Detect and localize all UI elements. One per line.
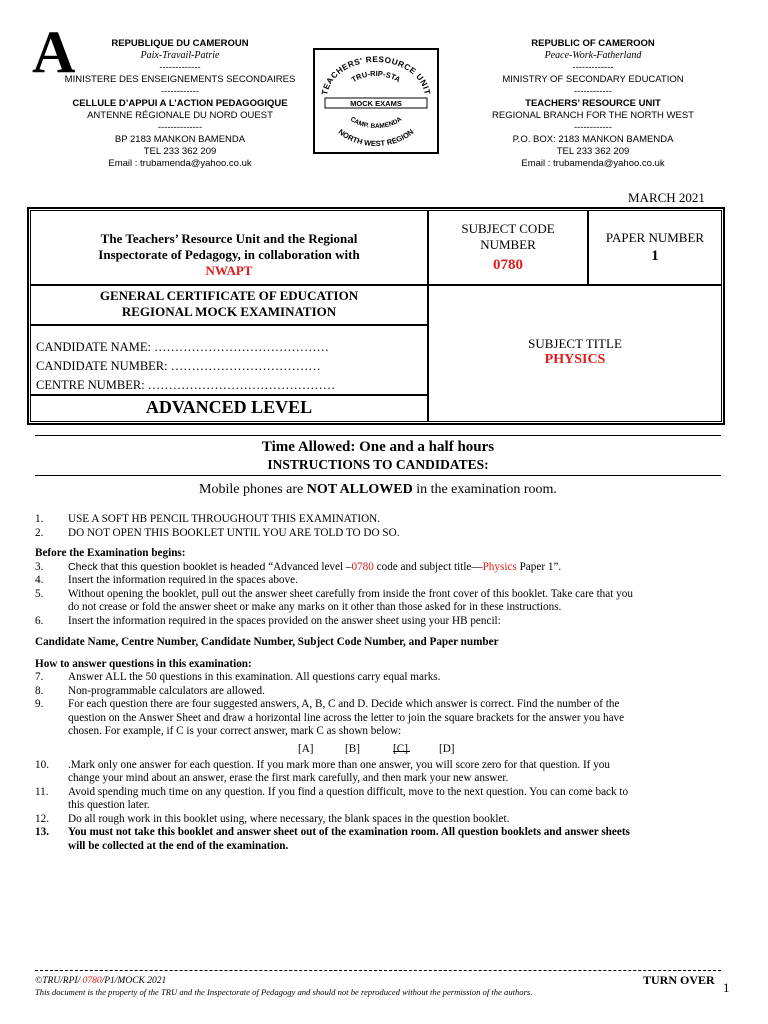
option-d: [D] [439, 742, 455, 755]
instruction-text: DO NOT OPEN THIS BOOKLET UNTIL YOU ARE TOLD TO DO SO. [68, 526, 400, 539]
header-en-address: P.O. BOX: 2183 MANKON BAMENDA [512, 134, 674, 145]
svg-text:TRU-RIP-STA [350, 69, 403, 85]
instruction-4 [35, 574, 725, 588]
centre-number-field[interactable]: CENTRE NUMBER: ……………………………………… [36, 378, 336, 392]
instruction-list [35, 513, 725, 853]
org-cell [30, 210, 428, 285]
candidate-info-cell [30, 325, 428, 395]
footer-notice: This document is the property of the TRU and the Inspectorate of Pedagogy and should not be reproduced without the permission of the authors. [35, 987, 533, 997]
option-c-marked: [C] [393, 742, 408, 755]
instruction-1 [35, 513, 725, 527]
header-fr-tel: TEL 233 362 209 [143, 146, 217, 157]
header-fr-unit: CELLULE D’APPUI A L’ACTION PEDAGOGIQUE [72, 98, 288, 109]
instruction-6 [35, 615, 725, 629]
instruction-num: 1. [35, 513, 44, 525]
header-fr-ministry: MINISTERE DES ENSEIGNEMENTS SECONDAIRES [64, 74, 296, 85]
header-fr-branch: ANTENNE RÉGIONALE DU NORD OUEST [87, 110, 273, 121]
subject-code-cell [428, 210, 588, 285]
instruction-text: Avoid spending much time on any question. If you find a question difficult, move to the next question. You can come back to [68, 785, 629, 798]
candidate-number-field[interactable]: CANDIDATE NUMBER: ……………………………… [36, 359, 321, 373]
instruction-num: 11. [35, 785, 49, 798]
instruction-num: 10. [35, 758, 49, 771]
instruction-text: chosen. For example, if C is your correct answer, mark C as shown below: [68, 725, 402, 737]
divider-mid [35, 475, 721, 476]
instruction-num: 8. [35, 684, 44, 697]
subject-code-label-1: SUBJECT CODE [461, 221, 555, 236]
header-fr-sep1: ------------- [159, 62, 201, 73]
instruction-text: do not crease or fold the answer sheet or make any marks on it other than those asked for in these instructions. [68, 601, 562, 613]
answer-sheet-fields: Candidate Name, Centre Number, Candidate Number, Subject Code Number, and Paper number [35, 636, 499, 648]
instruction-text: Do all rough work in this booklet using, where necessary, the blank spaces in the question booklet. [68, 812, 510, 825]
footer-rule [35, 970, 721, 971]
instruction-13 [35, 826, 725, 853]
paper-number-cell [588, 210, 722, 285]
page-number: 1 [723, 980, 730, 995]
advanced-level: ADVANCED LEVEL [145, 397, 313, 417]
instruction-num: 2. [35, 526, 44, 539]
instruction-num: 13. [35, 826, 49, 838]
instruction-num: 7. [35, 671, 44, 683]
instruction-11 [35, 786, 725, 813]
stamp-arc-bottom-1: CAMP. BAMENDA [348, 115, 404, 131]
header-en-sep2: ------------ [574, 86, 612, 97]
footer-ref-code: 0780 [82, 976, 102, 986]
instruction-2 [35, 527, 725, 541]
stamp-arc-top: TEACHERS' RESOURCE UNIT [320, 54, 432, 96]
i3-a: Check that this question booklet is headed [68, 560, 269, 573]
turn-over: TURN OVER [643, 973, 715, 987]
option-b: [B] [345, 742, 360, 755]
header-fr-address: BP 2183 MANKON BAMENDA [114, 134, 246, 145]
footer-ref [35, 976, 166, 986]
header-french [45, 38, 315, 170]
instruction-text: will be collected at the end of the examination. [68, 839, 289, 852]
subject-title-value: PHYSICS [544, 352, 606, 367]
instruction-text: Insert the information required in the spaces above. [68, 574, 298, 586]
answer-example [35, 741, 725, 759]
subject-code-value: 0780 [493, 257, 523, 273]
footer-ref-a: ©TRU/RPI/ [35, 976, 83, 986]
instruction-10 [35, 759, 725, 786]
paper-number-label: PAPER NUMBER [605, 230, 705, 245]
svg-text:CAMP. BAMENDA [349, 116, 404, 130]
instruction-text: change your mind about an answer, erase the first mark carefully, and then mark your new answer. [68, 772, 509, 784]
instruction-text: Answer ALL the 50 questions in this examination. All questions carry equal marks. [68, 671, 441, 683]
stamp-inner: TRU-RIP-STA [349, 68, 403, 85]
phones-after: in the examination room. [412, 482, 557, 497]
time-allowed: Time Allowed: One and a half hours [261, 439, 495, 455]
org-line-2: Inspectorate of Pedagogy, in collaboration with [98, 247, 360, 262]
instruction-text: For each question there are four suggested answers, A, B, C and D. Decide which answer is correct. Find the number of the [68, 698, 620, 710]
instruction-text: You must not take this booklet and answer sheet out of the examination room. All question booklets and answer sheets [68, 826, 630, 838]
candidate-name-field[interactable]: CANDIDATE NAME: …………………………………… [36, 340, 330, 354]
tru-stamp [313, 48, 439, 154]
phones-notice [35, 482, 721, 498]
header-en-sep3: ------------ [574, 122, 612, 133]
header-en-motto: Peace-Work-Fatherland [544, 50, 642, 61]
instruction-num: 3. [35, 560, 44, 573]
header-en-email: Email : trubamenda@yahoo.co.uk [521, 158, 665, 169]
i3-d: Paper 1”. [516, 560, 562, 573]
instruction-text: Insert the information required in the spaces provided on the answer sheet using your HB pencil: [68, 614, 501, 627]
exam-date: MARCH 2021 [628, 190, 705, 205]
i3-b: “Advanced level – [268, 560, 352, 573]
instruction-text: Non-programmable calculators are allowed. [68, 684, 265, 697]
option-a: [A] [298, 742, 314, 755]
instruction-9 [35, 698, 725, 739]
instruction-8 [35, 685, 725, 699]
instruction-7 [35, 671, 725, 685]
phones-before: Mobile phones are [199, 482, 307, 497]
phones-bold: NOT ALLOWED [306, 482, 413, 497]
footer-ref-b: /P1/MOCK 2021 [101, 976, 167, 986]
header-en-tel: TEL 233 362 209 [556, 146, 630, 157]
header-en-ministry: MINISTRY OF SECONDARY EDUCATION [502, 74, 684, 85]
paper-number-value: 1 [651, 248, 659, 264]
how-heading: How to answer questions in this examination: [35, 657, 252, 670]
instruction-12 [35, 813, 725, 827]
header-en-unit: TEACHERS’ RESOURCE UNIT [525, 98, 661, 109]
i3-subject: Physics [482, 560, 517, 573]
exam-title-cell [30, 285, 428, 325]
instruction-num: 6. [35, 614, 44, 627]
instruction-text: .Mark only one answer for each question. If you mark more than one answer, you will score zero for that question. If you [68, 758, 610, 771]
header-fr-motto: Paix-Travail-Patrie [140, 50, 220, 61]
header-en-line1: REPUBLIC OF CAMEROON [531, 38, 655, 49]
stamp-graphic [315, 50, 437, 152]
instruction-num: 4. [35, 574, 44, 586]
instruction-text: USE A SOFT HB PENCIL THROUGHOUT THIS EXAMINATION. [68, 513, 381, 525]
header-en-branch: REGIONAL BRANCH FOR THE NORTH WEST [492, 110, 694, 121]
subject-title-cell [428, 285, 722, 422]
divider-top [35, 435, 721, 436]
stamp-arc-bottom-2: NORTH WEST REGION [336, 127, 416, 149]
instruction-text: this question later. [68, 799, 150, 811]
instruction-num: 5. [35, 587, 44, 600]
stamp-band: MOCK EXAMS [350, 99, 402, 108]
instruction-text: question on the Answer Sheet and draw a horizontal line across the letter to join the square brackets for the answer you have [68, 711, 625, 724]
instruction-5 [35, 588, 725, 615]
exam-title-line-1: GENERAL CERTIFICATE OF EDUCATION [99, 288, 359, 303]
subject-title-label: SUBJECT TITLE [528, 336, 622, 351]
org-line-1: The Teachers’ Resource Unit and the Regional [100, 231, 358, 246]
big-letter-a: A [32, 19, 76, 85]
instruction-3 [35, 561, 725, 575]
org-line-3: NWAPT [205, 263, 253, 278]
header-fr-sep2: ------------ [161, 86, 199, 97]
header-fr-email: Email : trubamenda@yahoo.co.uk [108, 158, 252, 169]
before-heading: Before the Examination begins: [35, 547, 186, 559]
subject-code-label-2: NUMBER [480, 237, 536, 252]
header-english [458, 38, 728, 170]
i3-c: code and subject title— [373, 560, 483, 573]
exam-title-line-2: REGIONAL MOCK EXAMINATION [121, 304, 337, 319]
instructions-heading: INSTRUCTIONS TO CANDIDATES: [267, 457, 489, 472]
header-fr-sep3: -------------- [157, 122, 203, 133]
header-en-sep1: ------------- [572, 62, 614, 73]
instruction-num: 12. [35, 812, 49, 825]
header-fr-line1: REPUBLIQUE DU CAMEROUN [111, 38, 249, 49]
svg-text:NORTH WEST REGION [337, 127, 416, 148]
i3-code: 0780 [351, 560, 374, 573]
level-cell [30, 395, 428, 422]
instruction-num: 9. [35, 698, 44, 710]
option-c-mark-line [393, 751, 410, 752]
instruction-text: Without opening the booklet, pull out the answer sheet carefully from inside the front cover of this booklet. Take care that you [68, 587, 633, 600]
